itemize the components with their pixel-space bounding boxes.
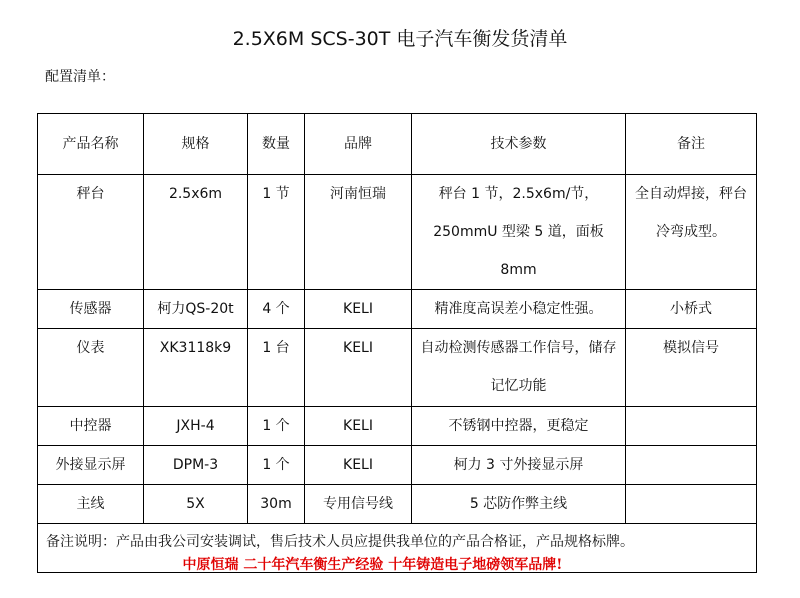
table-cell: KELI [305,329,412,407]
table-cell: DPM-3 [144,446,248,485]
table-cell: 柯力 3 寸外接显示屏 [412,446,626,485]
header-cell: 品牌 [305,114,412,175]
table-row [38,485,757,524]
table-cell: 全自动焊接，秤台冷弯成型。 [626,175,757,290]
table-cell: 4 个 [248,290,305,329]
table-cell: 秤台 1 节，2.5x6m/节，250mmU 型梁 5 道，面板 8mm [412,175,626,290]
table-cell: 精准度高误差小稳定性强。 [412,290,626,329]
header-cell: 产品名称 [38,114,144,175]
table-cell: 仪表 [38,329,144,407]
table-cell: 柯力QS-20t [144,290,248,329]
header-cell: 规格 [144,114,248,175]
table-cell: 中控器 [38,407,144,446]
page-title: 2.5X6M SCS-30T 电子汽车衡发货清单 [232,28,568,50]
table-cell: 小桥式 [626,290,757,329]
table-cell: KELI [305,407,412,446]
table-row [38,329,757,407]
table-row [38,407,757,446]
subtitle: 配置清单： [45,69,115,85]
table-cell [626,446,757,485]
table-cell: KELI [305,446,412,485]
table-cell: 河南恒瑞 [305,175,412,290]
table-cell: 5X [144,485,248,524]
table-cell: 30m [248,485,305,524]
table-row [38,290,757,329]
table-cell: 1 个 [248,407,305,446]
header-row [38,114,757,175]
table-cell: 5 芯防作弊主线 [412,485,626,524]
table-cell [626,407,757,446]
table-cell: 外接显示屏 [38,446,144,485]
table-cell: JXH-4 [144,407,248,446]
table-cell: XK3118k9 [144,329,248,407]
table-cell: 模拟信号 [626,329,757,407]
table-row [38,175,757,290]
table-cell: 秤台 [38,175,144,290]
table-cell: 1 个 [248,446,305,485]
table-cell: 主线 [38,485,144,524]
header-cell: 备注 [626,114,757,175]
table-cell: 1 台 [248,329,305,407]
table-cell [626,485,757,524]
table-cell: 不锈钢中控器，更稳定 [412,407,626,446]
header-cell: 技术参数 [412,114,626,175]
footer-slogan: 中原恒瑞 二十年汽车衡生产经验 十年铸造电子地磅领军品牌! [182,557,563,573]
table-cell: 传感器 [38,290,144,329]
table-cell: KELI [305,290,412,329]
header-cell: 数量 [248,114,305,175]
table-cell: 专用信号线 [305,485,412,524]
note: 备注说明：产品由我公司安装调试，售后技术人员应提供我单位的产品合格证，产品规格标牌。 [38,524,757,573]
table-cell: 自动检测传感器工作信号，储存记忆功能 [412,329,626,407]
table-row [38,446,757,485]
table-cell: 2.5x6m [144,175,248,290]
table-cell: 1 节 [248,175,305,290]
shipping-list-table [37,113,757,573]
